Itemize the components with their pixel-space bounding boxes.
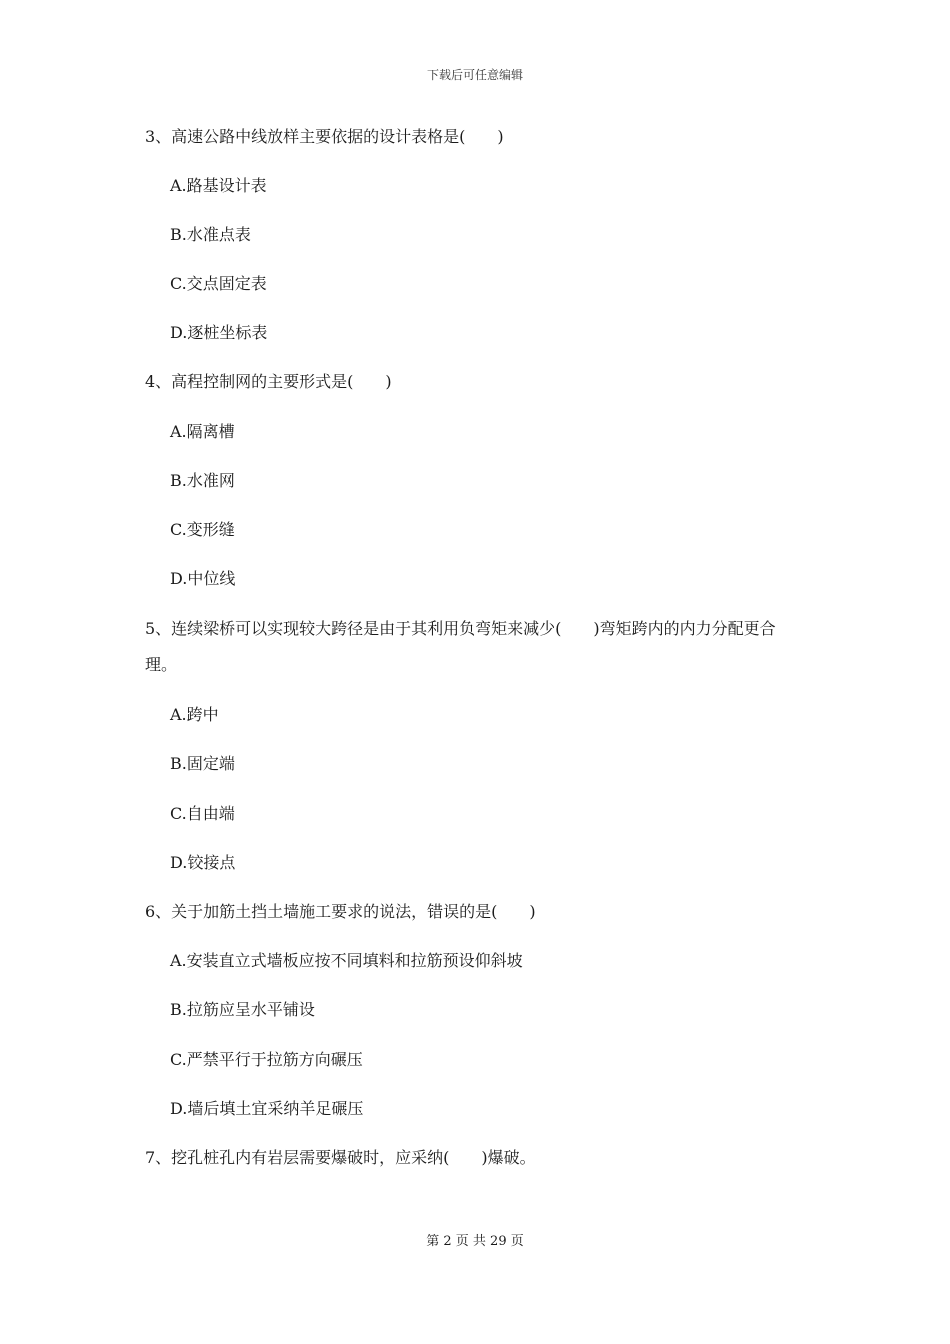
question-4-stem: 4、高程控制网的主要形式是( ) — [145, 372, 392, 391]
page-header: 下载后可任意编辑 — [426, 68, 523, 82]
question-3-option-d: D.逐桩坐标表 — [170, 323, 268, 342]
question-6-option-c: C.严禁平行于拉筋方向碾压 — [170, 1050, 363, 1069]
question-6-option-b: B.拉筋应呈水平铺设 — [170, 1000, 315, 1019]
question-6-option-a: A.安装直立式墙板应按不同填料和拉筋预设仰斜坡 — [170, 951, 523, 970]
question-5-stem: 5、连续梁桥可以实现较大跨径是由于其利用负弯矩来减少( )弯矩跨内的内力分配更合 — [145, 619, 776, 638]
question-7-stem: 7、挖孔桩孔内有岩层需要爆破时，应采纳( )爆破。 — [145, 1148, 536, 1167]
question-6-option-d: D.墙后填土宜采纳羊足碾压 — [170, 1099, 364, 1118]
question-5-stem-continued: 理。 — [145, 655, 178, 674]
question-5-option-c: C.自由端 — [170, 804, 235, 823]
question-6-stem: 6、关于加筋土挡土墙施工要求的说法，错误的是( ) — [145, 902, 536, 921]
question-4-option-b: B.水准网 — [170, 471, 235, 490]
question-5-option-b: B.固定端 — [170, 754, 235, 773]
question-3-stem: 3、高速公路中线放样主要依据的设计表格是( ) — [145, 127, 504, 146]
question-4-option-c: C.变形缝 — [170, 520, 235, 539]
page-footer: 第 2 页 共 29 页 — [426, 1234, 524, 1249]
question-4-option-d: D.中位线 — [170, 569, 236, 588]
question-3-option-c: C.交点固定表 — [170, 274, 267, 293]
question-5-option-d: D.铰接点 — [170, 853, 236, 872]
question-5-option-a: A.跨中 — [170, 705, 219, 724]
question-4-option-a: A.隔离槽 — [170, 422, 235, 441]
question-3-option-a: A.路基设计表 — [170, 176, 267, 195]
question-3-option-b: B.水准点表 — [170, 225, 251, 244]
